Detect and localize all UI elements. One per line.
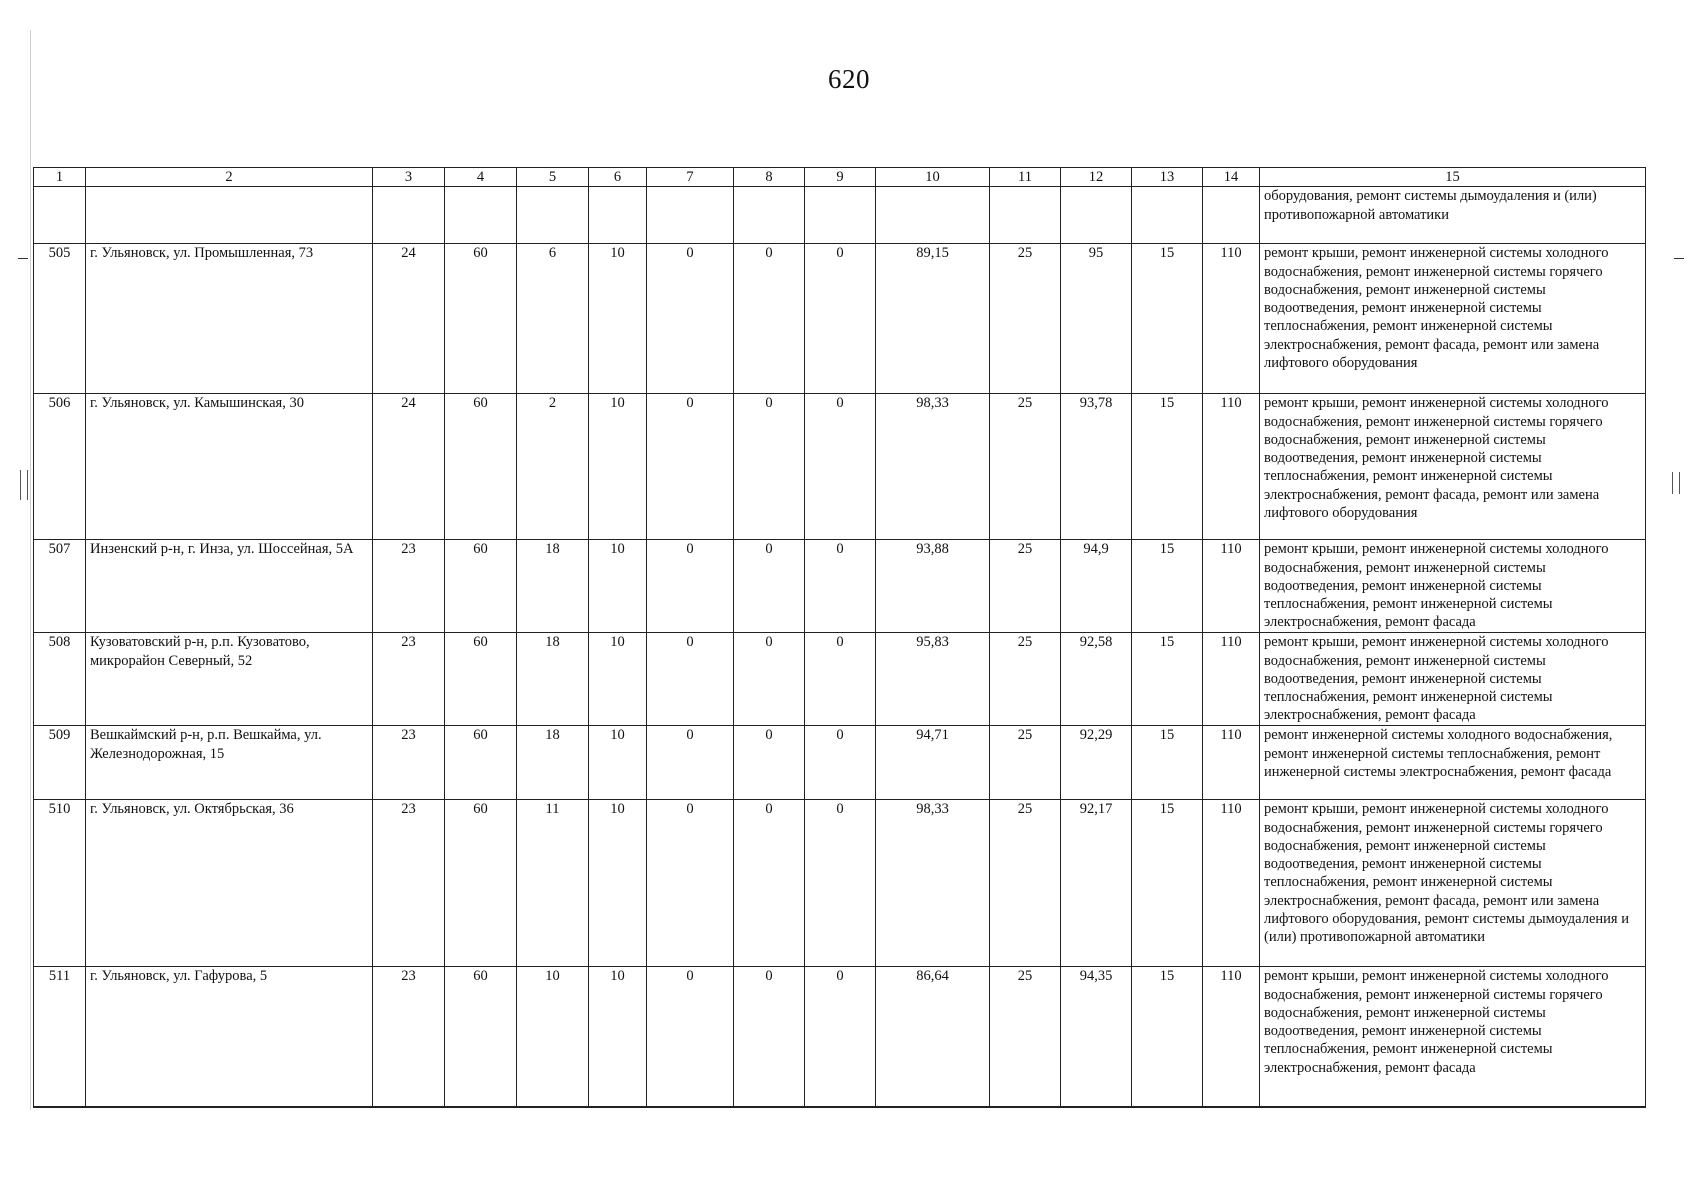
value-cell: 0 [734,726,805,800]
address-cell: г. Ульяновск, ул. Промышленная, 73 [86,244,373,394]
value-cell: 110 [1203,800,1260,967]
value-cell: 0 [647,633,734,726]
column-header: 10 [876,168,990,187]
empty-cell [445,187,517,244]
value-cell: 15 [1132,244,1203,394]
row-number: 509 [34,726,86,800]
value-cell: 10 [589,633,647,726]
value-cell: 95 [1061,244,1132,394]
row-number [34,187,86,244]
column-header: 15 [1260,168,1646,187]
value-cell: 0 [805,726,876,800]
row-number: 510 [34,800,86,967]
scan-binding-mark [20,470,28,500]
works-cell: ремонт крыши, ремонт инженерной системы холодного водоснабжения, ремонт инженерной системы горячего водоснабжения, ремонт инженерной системы водоотведения, ремонт инженерной системы теплоснабжения, ремонт инженерной системы электроснабжения, ремонт фасада, ремонт или замена лифтового оборудования [1260,394,1646,540]
value-cell: 15 [1132,800,1203,967]
empty-cell [517,187,589,244]
value-cell: 15 [1132,540,1203,633]
column-header: 8 [734,168,805,187]
value-cell: 10 [589,540,647,633]
value-cell: 93,78 [1061,394,1132,540]
row-number: 506 [34,394,86,540]
value-cell: 2 [517,394,589,540]
value-cell: 110 [1203,394,1260,540]
value-cell: 15 [1132,967,1203,1107]
table-row [34,967,1646,1107]
address-cell: Инзенский р-н, г. Инза, ул. Шоссейная, 5А [86,540,373,633]
value-cell: 0 [805,633,876,726]
value-cell: 23 [373,540,445,633]
value-cell: 0 [647,726,734,800]
row-number: 505 [34,244,86,394]
column-header: 4 [445,168,517,187]
value-cell: 0 [805,967,876,1107]
value-cell: 0 [647,540,734,633]
empty-cell [373,187,445,244]
address-cell: г. Ульяновск, ул. Октябрьская, 36 [86,800,373,967]
value-cell: 92,29 [1061,726,1132,800]
empty-cell [1132,187,1203,244]
column-header: 1 [34,168,86,187]
value-cell: 60 [445,726,517,800]
works-cell: ремонт крыши, ремонт инженерной системы холодного водоснабжения, ремонт инженерной системы водоотведения, ремонт инженерной системы теплоснабжения, ремонт инженерной системы электроснабжения, ремонт фасада [1260,540,1646,633]
value-cell: 0 [734,800,805,967]
address-cell: г. Ульяновск, ул. Гафурова, 5 [86,967,373,1107]
works-cell: ремонт крыши, ремонт инженерной системы холодного водоснабжения, ремонт инженерной системы горячего водоснабжения, ремонт инженерной системы водоотведения, ремонт инженерной системы теплоснабжения, ремонт инженерной системы электроснабжения, ремонт фасада, ремонт или замена лифтового оборудования, ремонт системы дымоудаления и (или) противопожарной автоматики [1260,800,1646,967]
scan-edge [30,30,31,1110]
value-cell: 15 [1132,394,1203,540]
value-cell: 10 [589,800,647,967]
table-row [34,800,1646,967]
column-header: 6 [589,168,647,187]
column-header: 5 [517,168,589,187]
value-cell: 10 [589,726,647,800]
value-cell: 23 [373,726,445,800]
column-header: 11 [990,168,1061,187]
page-number: 620 [828,64,870,94]
value-cell: 0 [805,394,876,540]
value-cell: 110 [1203,967,1260,1107]
value-cell: 0 [647,394,734,540]
empty-cell [1203,187,1260,244]
value-cell: 18 [517,540,589,633]
scan-binding-mark [1672,472,1680,494]
value-cell: 60 [445,800,517,967]
value-cell: 24 [373,394,445,540]
works-cell: ремонт крыши, ремонт инженерной системы холодного водоснабжения, ремонт инженерной системы горячего водоснабжения, ремонт инженерной системы водоотведения, ремонт инженерной системы теплоснабжения, ремонт инженерной системы электроснабжения, ремонт фасада, ремонт или замена лифтового оборудования [1260,244,1646,394]
value-cell: 25 [990,394,1061,540]
value-cell: 0 [805,800,876,967]
empty-cell [647,187,734,244]
empty-cell [876,187,990,244]
scan-tick [1674,258,1684,259]
value-cell: 0 [734,394,805,540]
value-cell: 0 [734,540,805,633]
value-cell: 60 [445,540,517,633]
column-header: 7 [647,168,734,187]
value-cell: 18 [517,726,589,800]
table-row [34,726,1646,800]
empty-cell [805,187,876,244]
value-cell: 23 [373,800,445,967]
value-cell: 25 [990,726,1061,800]
column-header: 13 [1132,168,1203,187]
value-cell: 0 [647,800,734,967]
value-cell: 110 [1203,540,1260,633]
table-row [34,394,1646,540]
works-cell: оборудования, ремонт системы дымоудаления и (или) противопожарной автоматики [1260,187,1646,244]
column-header: 12 [1061,168,1132,187]
value-cell: 60 [445,394,517,540]
value-cell: 94,9 [1061,540,1132,633]
value-cell: 60 [445,967,517,1107]
address-cell: Кузоватовский р-н, р.п. Кузоватово, микрорайон Северный, 52 [86,633,373,726]
value-cell: 15 [1132,633,1203,726]
value-cell: 0 [647,244,734,394]
row-number: 511 [34,967,86,1107]
value-cell: 10 [589,394,647,540]
value-cell: 110 [1203,244,1260,394]
works-cell: ремонт крыши, ремонт инженерной системы холодного водоснабжения, ремонт инженерной системы горячего водоснабжения, ремонт инженерной системы водоотведения, ремонт инженерной системы теплоснабжения, ремонт инженерной системы электроснабжения, ремонт фасада [1260,967,1646,1107]
scan-tick [18,258,28,259]
value-cell: 93,88 [876,540,990,633]
table-row [34,244,1646,394]
empty-cell [734,187,805,244]
value-cell: 60 [445,244,517,394]
continuation-row [34,187,1646,244]
value-cell: 0 [805,244,876,394]
address-cell: Вешкаймский р-н, р.п. Вешкайма, ул. Железнодорожная, 15 [86,726,373,800]
address-cell [86,187,373,244]
table-row [34,540,1646,633]
value-cell: 0 [734,633,805,726]
value-cell: 18 [517,633,589,726]
value-cell: 95,83 [876,633,990,726]
value-cell: 25 [990,244,1061,394]
column-header: 9 [805,168,876,187]
value-cell: 24 [373,244,445,394]
value-cell: 25 [990,633,1061,726]
value-cell: 92,58 [1061,633,1132,726]
empty-cell [990,187,1061,244]
value-cell: 25 [990,800,1061,967]
works-cell: ремонт крыши, ремонт инженерной системы холодного водоснабжения, ремонт инженерной системы водоотведения, ремонт инженерной системы теплоснабжения, ремонт инженерной системы электроснабжения, ремонт фасада [1260,633,1646,726]
value-cell: 60 [445,633,517,726]
value-cell: 10 [589,244,647,394]
column-header: 14 [1203,168,1260,187]
value-cell: 25 [990,967,1061,1107]
row-number: 508 [34,633,86,726]
header-row [34,168,1646,187]
value-cell: 0 [805,540,876,633]
table-row [34,633,1646,726]
value-cell: 94,35 [1061,967,1132,1107]
value-cell: 0 [734,967,805,1107]
value-cell: 89,15 [876,244,990,394]
table-body [34,168,1646,1107]
empty-cell [589,187,647,244]
column-header: 3 [373,168,445,187]
repair-program-table [33,167,1646,1108]
value-cell: 6 [517,244,589,394]
value-cell: 23 [373,967,445,1107]
value-cell: 10 [589,967,647,1107]
value-cell: 0 [734,244,805,394]
empty-cell [1061,187,1132,244]
value-cell: 15 [1132,726,1203,800]
value-cell: 94,71 [876,726,990,800]
value-cell: 0 [647,967,734,1107]
value-cell: 25 [990,540,1061,633]
value-cell: 23 [373,633,445,726]
value-cell: 110 [1203,726,1260,800]
column-header: 2 [86,168,373,187]
value-cell: 98,33 [876,800,990,967]
address-cell: г. Ульяновск, ул. Камышинская, 30 [86,394,373,540]
value-cell: 11 [517,800,589,967]
value-cell: 110 [1203,633,1260,726]
row-number: 507 [34,540,86,633]
value-cell: 92,17 [1061,800,1132,967]
works-cell: ремонт инженерной системы холодного водоснабжения, ремонт инженерной системы теплоснабжения, ремонт инженерной системы электроснабжения, ремонт фасада [1260,726,1646,800]
value-cell: 98,33 [876,394,990,540]
value-cell: 86,64 [876,967,990,1107]
value-cell: 10 [517,967,589,1107]
